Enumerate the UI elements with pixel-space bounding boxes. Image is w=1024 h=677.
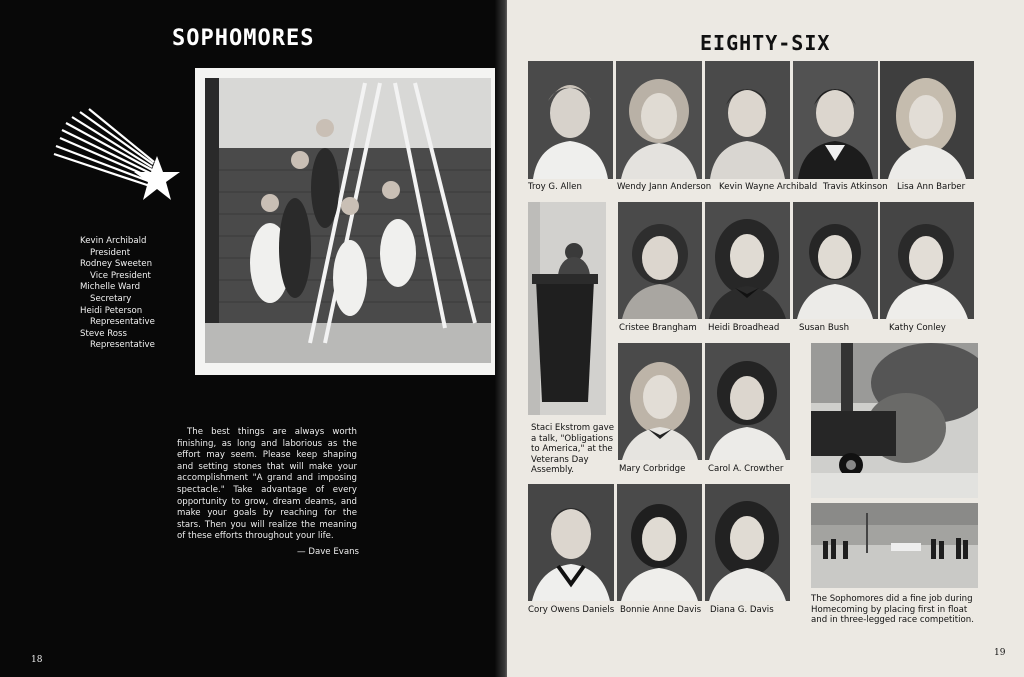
officer-role: Vice President (90, 270, 151, 281)
portrait-photo (705, 61, 790, 179)
officer-name: Steve Ross (80, 328, 128, 339)
portrait-name: Mary Corbridge (619, 464, 686, 474)
portrait-photo (705, 484, 790, 601)
portrait-name: Heidi Broadhead (708, 323, 780, 333)
portrait-photo (705, 343, 790, 460)
shooting-star-icon (52, 108, 182, 208)
portrait-photo (616, 61, 702, 179)
portrait-name: Cory Owens Daniels (528, 605, 615, 615)
portrait-photo (618, 343, 702, 460)
portrait-name: Travis Atkinson (823, 182, 888, 192)
portrait-photo (880, 61, 974, 179)
portrait-name: Bonnie Anne Davis (620, 605, 702, 615)
officer-name: Heidi Peterson (80, 305, 143, 316)
podium-speech-photo (528, 202, 606, 415)
portrait-name: Troy G. Allen (528, 182, 582, 192)
page-number-right: 19 (994, 648, 1006, 658)
portrait-photo (793, 202, 878, 319)
page-number-left: 18 (31, 655, 43, 665)
portrait-photo (617, 484, 702, 601)
left-page (0, 0, 507, 677)
officer-role: Secretary (90, 293, 132, 304)
portrait-photo (705, 202, 790, 319)
officer-name: Kevin Archibald (80, 236, 147, 246)
portrait-name: Cristee Brangham (619, 323, 697, 333)
officer-role: Representative (90, 317, 155, 328)
three-legged-race-photo (811, 503, 978, 588)
portrait-photo (528, 484, 614, 601)
portrait-name: Diana G. Davis (710, 605, 774, 615)
portrait-name: Wendy Jann Anderson (617, 182, 712, 192)
left-page-title: SOPHOMORES (172, 26, 315, 51)
portrait-name: Lisa Ann Barber (897, 182, 966, 192)
podium-photo-caption: Staci Ekstrom gave a talk, "Obligations to America," at the Veterans Day Assembly. (531, 423, 614, 476)
officer-role: President (90, 247, 131, 258)
homecoming-caption: The Sophomores did a fine job during Homecoming by placing first in float and in three-legged race competition. (811, 594, 974, 626)
officer-name: Rodney Sweeten (80, 259, 153, 270)
class-officers-list (80, 236, 155, 352)
portrait-photo (793, 61, 878, 179)
portrait-photo (528, 61, 613, 179)
group-photo (205, 78, 491, 363)
homecoming-float-photo (811, 343, 978, 498)
inspirational-quote: The best things are always worth finishing, as long and laborious as the effort may seem. Please keep shaping and setting stones that will make your accomplishment "A grand and imposing spectacle." Take advantage of every opportunity to grow, dream deams, and make your goals by reaching for the stars. Then you will realize the meaning of these efforts throughout your life. (177, 427, 357, 542)
portrait-photo (618, 202, 702, 319)
portrait-name: Kathy Conley (889, 323, 946, 333)
portrait-name: Kevin Wayne Archibald (719, 182, 818, 192)
officer-name: Michelle Ward (80, 282, 141, 293)
quote-author: — Dave Evans (297, 547, 360, 557)
portrait-name: Carol A. Crowther (708, 464, 784, 474)
portrait-photo (880, 202, 974, 319)
portrait-name: Susan Bush (799, 323, 850, 333)
officer-role: Representative (90, 340, 155, 351)
right-page-title: EIGHTY-SIX (700, 31, 831, 55)
